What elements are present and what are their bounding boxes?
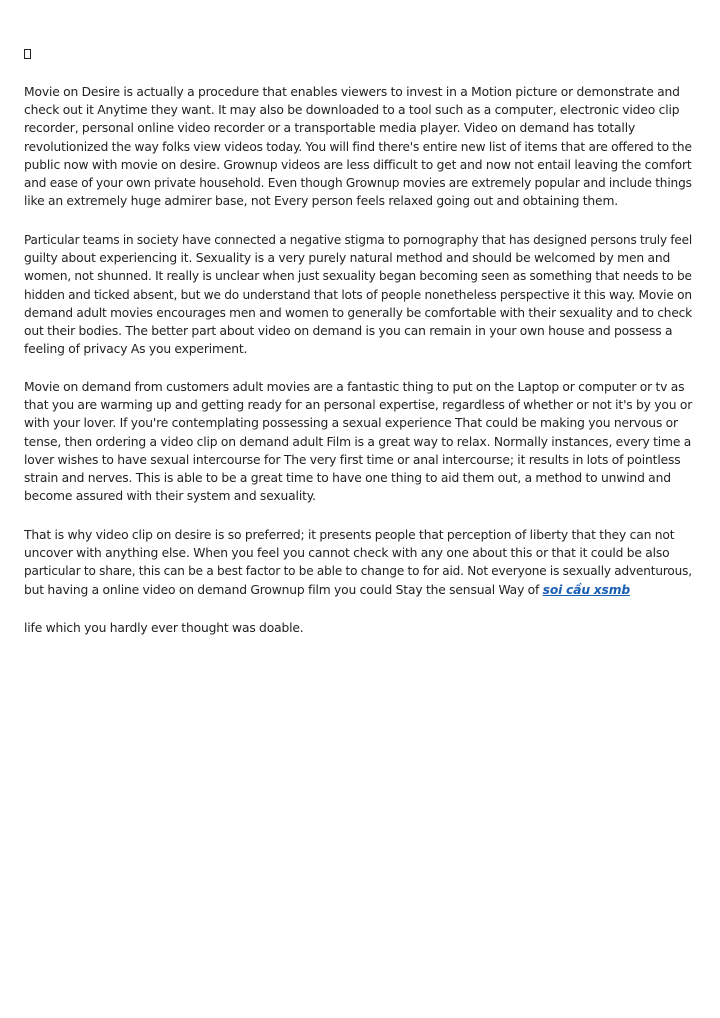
paragraph-line: with your lover. If you're contemplating possessing a sexual experience That could be making you nervous or [24, 416, 678, 431]
paragraph-line: out their bodies. The better part about video on demand is you can remain in your own house and possess a [24, 324, 673, 339]
paragraph-line: Movie on demand from customers adult movies are a fantastic thing to put on the Laptop or computer or tv as [24, 380, 685, 394]
paragraph-line: recorder, personal online video recorder or a transportable media player. Video on demand has totally [24, 121, 636, 136]
missing-glyph-icon [24, 49, 31, 59]
paragraph-line: feeling of privacy As you experiment. [24, 342, 248, 357]
paragraph-line: women, not shunned. It really is unclear when just sexuality began becoming seen as something that needs to be [24, 269, 692, 284]
paragraph-line: public now with movie on desire. Grownup videos are less difficult to get and now not entail leaving the comfort [24, 157, 692, 172]
paragraph-line: demand adult movies encourages men and women to generally be comfortable with their sexuality and to check [24, 305, 693, 320]
paragraph-line: tense, then ordering a video clip on demand adult Film is a great way to relax. Normally instances, every time a [24, 434, 692, 449]
paragraph-line: that you are warming up and getting ready for an personal expertise, regardless of whether or not it's by you or [24, 398, 693, 413]
paragraph-line: Particular teams in society have connected a negative stigma to pornography that has designed persons truly feel [24, 233, 693, 247]
paragraph-line: and ease of your own private household. Even though Grownup movies are extremely popular and include things [24, 176, 692, 191]
paragraph-line: Movie on Desire is actually a procedure that enables viewers to invest in a Motion picture or demonstrate and [24, 85, 680, 99]
paragraph-line: That is why video clip on desire is so preferred; it presents people that perception of liberty that they can not [24, 528, 675, 542]
paragraph-5 [24, 619, 692, 637]
soi-cau-xsmb-link[interactable]: soi cầu xsmb [542, 582, 631, 597]
paragraph-line-text: but having a online video on demand Grownup film you could Stay the sensual Way of [24, 582, 543, 597]
paragraph-line: particular to share, this can be a best factor to be able to change to for aid. Not everyone is sexually adventurous, [24, 564, 692, 579]
paragraph-line: check out it Anytime they want. It may also be downloaded to a tool such as a computer, electronic video clip [24, 103, 680, 118]
paragraph-line: lover wishes to have sexual intercourse for The very first time or anal intercourse; it results in lots of pointless [24, 452, 681, 467]
paragraph-line-with-link [24, 581, 692, 599]
paragraph-line: hidden and ticked absent, but we do understand that lots of people nonetheless perspective it this way. Movie on [24, 287, 692, 302]
paragraph-3 [24, 378, 692, 505]
paragraph-line: guilty about experiencing it. Sexuality is a very purely natural method and should be welcomed by men and [24, 251, 671, 266]
paragraph-line: revolutionized the way folks view videos today. You will find there's entire new list of items that are offered to the [24, 139, 692, 154]
paragraph-2 [24, 231, 692, 358]
paragraph-4 [24, 526, 692, 599]
paragraph-line: life which you hardly ever thought was doable. [24, 621, 304, 635]
paragraph-line: become assured with their system and sexuality. [24, 489, 316, 504]
paragraph-line: uncover with anything else. When you feel you cannot check with any one about this or that it could be also [24, 546, 670, 561]
paragraph-line: like an extremely huge admirer base, not Every person feels relaxed going out and obtaining them. [24, 194, 619, 209]
paragraph-line: strain and nerves. This is able to be a great time to have one thing to aid them out, a method to unwind and [24, 471, 671, 486]
paragraph-1 [24, 83, 692, 210]
